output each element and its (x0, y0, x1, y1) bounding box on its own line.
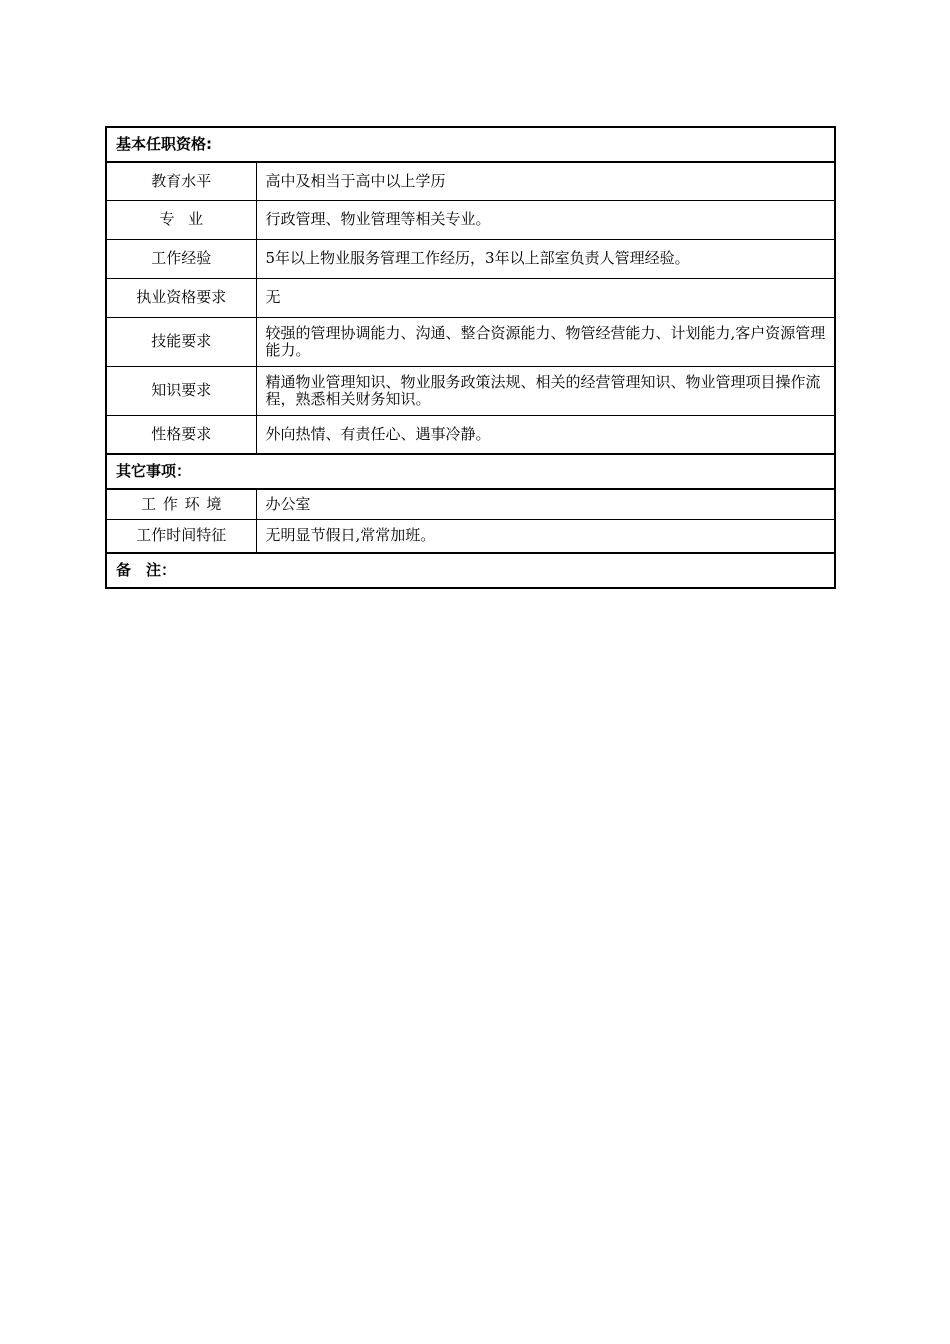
row-label-skills: 技能要求 (106, 317, 256, 366)
row-label-license: 执业资格要求 (106, 278, 256, 317)
row-value-work-time: 无明显节假日,常常加班。 (256, 519, 835, 553)
table-row (106, 415, 835, 454)
row-label-personality: 性格要求 (106, 415, 256, 454)
row-label-experience: 工作经验 (106, 239, 256, 278)
section-header-row (106, 553, 835, 588)
row-label-environment-text: 工作环境 (141, 494, 229, 513)
table-row (106, 162, 835, 200)
row-value-major: 行政管理、物业管理等相关专业。 (256, 200, 835, 239)
table-row (106, 317, 835, 366)
table-row (106, 489, 835, 519)
table-row (106, 278, 835, 317)
row-label-major (106, 200, 256, 239)
row-label-work-time: 工作时间特征 (106, 519, 256, 553)
row-value-environment: 办公室 (256, 489, 835, 519)
row-label-education: 教育水平 (106, 162, 256, 200)
section-title-other: 其它事项： (106, 454, 835, 489)
row-label-knowledge: 知识要求 (106, 366, 256, 415)
table-row (106, 519, 835, 553)
row-value-education: 高中及相当于高中以上学历 (256, 162, 835, 200)
row-value-experience: 5年以上物业服务管理工作经历，3年以上部室负责人管理经验。 (256, 239, 835, 278)
table-row (106, 200, 835, 239)
row-label-major-text: 专业 (159, 210, 217, 228)
row-label-environment (106, 489, 256, 519)
table-row (106, 366, 835, 415)
row-value-knowledge: 精通物业管理知识、物业服务政策法规、相关的经营管理知识、物业管理项目操作流程，熟悉相关财务知识。 (256, 366, 835, 415)
row-value-license: 无 (256, 278, 835, 317)
job-qualification-table (105, 126, 836, 589)
table-row (106, 239, 835, 278)
section-header-row (106, 127, 835, 162)
section-title-basic: 基本任职资格: (106, 127, 835, 162)
row-value-personality: 外向热情、有责任心、遇事冷静。 (256, 415, 835, 454)
section-header-row (106, 454, 835, 489)
row-value-skills: 较强的管理协调能力、沟通、整合资源能力、物管经营能力、计划能力,客户资源管理能力。 (256, 317, 835, 366)
section-title-remarks: 备 注： (106, 553, 835, 588)
